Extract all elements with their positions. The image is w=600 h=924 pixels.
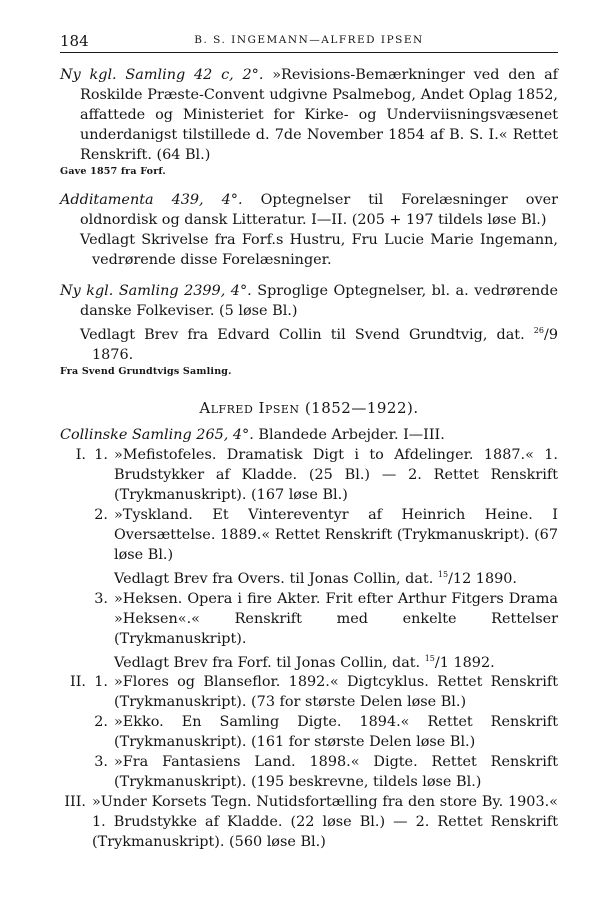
date-day: 15 [437,569,449,579]
entry-text [60,190,558,230]
work-item [60,672,558,712]
item-number: 2. [94,506,108,523]
entry-description: »Revisions-Bemærkninger ved den af Roskilde Præste-Convent udgivne Psalmebog, Andet Oplag 1852, affattede og Ministeriet for Kirke- og Underviisningsvæsenet underdanigst tilstillede d. 7de November 1854 af B. S. I.« Rettet Renskrift. (64 Bl.) [80,67,558,163]
entry-text [60,65,558,165]
item-number: 1. [94,446,108,463]
enclosure-text: Vedlagt Brev fra Edvard Collin til Svend Grundtvig, dat. [80,326,534,343]
entry-reference: Ny kgl. Samling 42 c, 2°. [60,67,264,83]
item-text: »Under Korsets Tegn. Nutidsfortælling fra den store By. 1903.« 1. Brudstykke af Kladde. (22 løse Bl.) — 2. Rettet Renskrift (Trykmanuskript). (560 løse Bl.) [92,794,558,851]
enclosure-text: Vedlagt Brev fra Overs. til Jonas Collin, dat. [114,570,438,587]
date-year: 1876. [92,346,134,363]
page-number: 184 [60,32,89,50]
item-text: »Ekko. En Samling Digte. 1894.« Rettet Renskrift (Trykmanuskript). (161 for største Delen løse Bl.) [114,714,558,751]
date-month: /12 [448,570,472,587]
item-text: »Mefistofeles. Dramatisk Digt i to Afdelinger. 1887.« 1. Brudstykker af Kladde. (25 Bl.) — 2. Rettet Renskrift (Trykmanuskript). (167 løse Bl.) [114,446,558,503]
item-text: »Tyskland. Et Vintereventyr af Heinrich Heine. I Oversættelse. 1889.« Rettet Renskrift (Trykmanuskript). (67 løse Bl.) [114,506,558,563]
author-years: (1852—1922). [299,398,419,417]
collection-description: Blandede Arbejder. I—III. [253,426,445,443]
work-item [60,792,558,852]
entry-enclosure [60,321,558,365]
work-item [60,712,558,752]
item-text: »Heksen. Opera i fire Akter. Frit efter Arthur Fitgers Drama »Heksen«.« Renskrift med enkelte Rettelser (Trykmanuskript). [114,590,558,647]
author-name: Alfred Ipsen [199,398,300,417]
part-number: III. [64,794,86,811]
item-text: »Flores og Blanseflor. 1892.« Digtcyklus. Rettet Renskrift (Trykmanuskript). (73 for største Delen løse Bl.) [114,674,558,711]
date-month: /1 [434,654,449,671]
item-number: 2. [94,714,108,731]
date-day: 15 [424,653,435,663]
running-head: B. S. INGEMANN—ALFRED IPSEN [194,34,424,46]
work-item [60,752,558,792]
part-number [60,505,86,589]
work-item [60,505,558,589]
enclosure-text: Vedlagt Brev fra Forf. til Jonas Collin, dat. [114,654,425,671]
part-number [60,712,86,752]
provenance-note: Gave 1857 fra Forf. [60,166,166,177]
part-number [60,589,86,673]
item-text: »Fra Fantasiens Land. 1898.« Digte. Rettet Renskrift (Trykmanuskript). (195 beskrevne, tildels løse Bl.) [114,754,558,791]
entry-description: Sproglige Optegnelser, bl. a. vedrørende danske Folkeviser. (5 løse Bl.) [80,283,558,319]
catalog-entry [60,281,558,379]
catalog-entry [60,65,558,179]
item-enclosure [114,649,558,673]
collection-reference: Collinske Samling 265, 4°. [60,426,254,443]
item-enclosure [114,565,558,589]
work-item [60,589,558,673]
entry-reference: Additamenta 439, 4°. [60,192,243,208]
date-year: 1892. [448,654,495,671]
date-month: /9 [543,326,558,343]
entry-description: Optegnelser til Forelæsninger over oldnordisk og dansk Litteratur. I—II. (205 + 197 tildels løse Bl.) [80,192,558,228]
entry-reference: Ny kgl. Samling 2399, 4°. [60,283,252,299]
date-year: 1890. [471,570,518,587]
page-header [60,30,558,53]
entry-enclosure: Vedlagt Skrivelse fra Forf.s Hustru, Fru Lucie Marie Ingemann, vedrørende disse Forelæsninger. [80,232,558,268]
part-number: II. [70,674,86,691]
date-day: 26 [533,326,544,335]
item-number: 3. [94,754,108,771]
item-number: 3. [94,590,108,607]
catalog-entry [60,190,558,270]
part-number: I. [75,446,86,463]
item-number: 1. [94,674,108,691]
collection-line [60,425,558,445]
section-heading [60,399,558,417]
work-item [60,445,558,505]
entry-text [60,281,558,321]
book-page [60,30,558,852]
part-number [60,752,86,792]
provenance-note: Fra Svend Grundtvigs Samling. [60,365,232,377]
